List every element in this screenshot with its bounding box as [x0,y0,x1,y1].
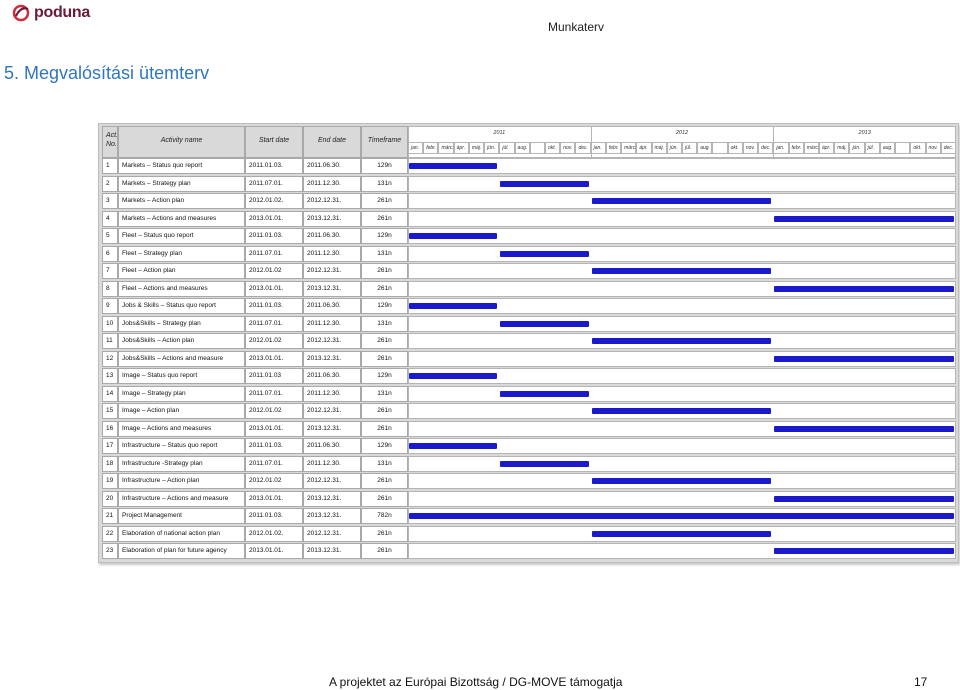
row-timeframe: 129n [361,158,408,174]
row-end-date: 2011.06.30. [303,158,361,174]
row-timeframe: 261n [361,473,408,489]
row-activity-name: Image – Actions and measures [118,421,245,437]
gantt-bar [774,496,954,502]
row-activity-name: Infrastructure -Strategy plan [118,456,245,472]
gantt-table [98,123,959,563]
row-act-no: 18 [102,456,118,472]
row-end-date: 2011.06.30. [303,298,361,314]
footer-funding-note: A projektet az Európai Bizottság / DG-MOVE támogatja [329,675,623,689]
row-activity-name: Infrastructure – Actions and measure [118,491,245,507]
row-activity-name: Project Management [118,508,245,524]
month-cell: jan. [408,142,423,154]
month-cell: okt. [910,142,925,154]
row-start-date: 2013.01.01. [245,421,303,437]
row-end-date: 2013.12.31. [303,543,361,559]
month-cell: okt. [545,142,560,154]
gantt-bar [774,356,954,362]
month-cell: aug. [697,142,712,154]
month-cell: márc. [621,142,636,154]
month-cell [530,142,545,154]
row-timeframe: 261n [361,421,408,437]
row-activity-name: Jobs&Skills – Action plan [118,333,245,349]
row-timeline [408,386,956,402]
row-timeline [408,456,956,472]
gantt-bar [592,198,772,204]
row-start-date: 2013.01.01. [245,543,303,559]
row-start-date: 2013.01.01. [245,211,303,227]
row-timeframe: 261n [361,403,408,419]
row-end-date: 2011.12.30. [303,386,361,402]
row-timeframe: 261n [361,333,408,349]
row-act-no: 10 [102,316,118,332]
row-timeframe: 261n [361,281,408,297]
row-start-date: 2011.01.03 [245,368,303,384]
header-timeframe-label: Timeframe [367,137,402,144]
row-act-no: 21 [102,508,118,524]
row-end-date: 2011.06.30. [303,438,361,454]
month-cell: jan. [773,142,788,154]
row-start-date: 2011.07.01. [245,246,303,262]
gantt-bar [592,338,772,344]
row-act-no: 4 [102,211,118,227]
month-cell: máj. [834,142,849,154]
row-end-date: 2011.12.30. [303,176,361,192]
row-act-no: 11 [102,333,118,349]
gantt-bar [500,181,588,187]
month-cell: dec. [575,142,590,154]
month-cell: febr. [789,142,804,154]
month-cell: ápr. [636,142,651,154]
row-activity-name: Infrastructure – Status quo report [118,438,245,454]
row-activity-name: Markets – Status quo report [118,158,245,174]
row-start-date: 2011.07.01. [245,386,303,402]
row-start-date: 2012.01.02. [245,193,303,209]
month-cell: jún. [849,142,864,154]
month-cell: dec. [758,142,773,154]
row-activity-name: Markets – Action plan [118,193,245,209]
row-start-date: 2011.01.03. [245,438,303,454]
row-activity-name: Elaboration of national action plan [118,526,245,542]
row-act-no: 16 [102,421,118,437]
row-activity-name: Fleet – Action plan [118,263,245,279]
month-cell: febr. [606,142,621,154]
row-act-no: 22 [102,526,118,542]
month-cell: jan. [591,142,606,154]
row-start-date: 2011.07.01. [245,316,303,332]
logo-mark-icon [12,3,34,23]
row-timeframe: 129n [361,298,408,314]
month-cell: júl. [865,142,880,154]
section-title: 5. Megvalósítási ütemterv [4,63,210,83]
gantt-bar [409,443,497,449]
row-activity-name: Elaboration of plan for future agency [118,543,245,559]
row-end-date: 2013.12.31. [303,508,361,524]
month-cell: márc. [804,142,819,154]
row-start-date: 2011.01.03. [245,228,303,244]
row-timeframe: 131n [361,246,408,262]
document-label: Munkaterv [547,20,604,34]
row-start-date: 2012.01.02. [245,526,303,542]
row-activity-name: Fleet – Status quo report [118,228,245,244]
row-act-no: 23 [102,543,118,559]
row-end-date: 2011.12.30. [303,456,361,472]
month-cell: dec. [941,142,956,154]
gantt-bar [500,251,588,257]
header-timeframe [361,126,408,158]
month-cell: jún. [484,142,499,154]
header-act-no-label: Act. No. [106,132,119,148]
gantt-bar [409,513,954,519]
row-act-no: 1 [102,158,118,174]
row-timeframe: 261n [361,491,408,507]
month-cell: okt. [728,142,743,154]
gantt-bar [592,268,772,274]
month-cell: jún. [667,142,682,154]
month-cell: aug. [880,142,895,154]
row-start-date: 2013.01.01. [245,491,303,507]
row-activity-name: Markets – Strategy plan [118,176,245,192]
row-activity-name: Jobs&Skills – Actions and measure [118,351,245,367]
row-start-date: 2011.01.03. [245,158,303,174]
row-timeline [408,246,956,262]
page-number: 17 [914,675,928,689]
month-cell: nov. [560,142,575,154]
row-start-date: 2012.01.02 [245,403,303,419]
row-start-date: 2012.01.02 [245,333,303,349]
month-cell: máj. [652,142,667,154]
row-start-date: 2013.01.01. [245,281,303,297]
gantt-bar [500,321,588,327]
row-activity-name: Jobs&Skills – Strategy plan [118,316,245,332]
row-activity-name: Image – Strategy plan [118,386,245,402]
row-timeframe: 131n [361,456,408,472]
header-activity-name [118,126,245,158]
row-timeframe: 129n [361,228,408,244]
gantt-bar [774,216,954,222]
row-activity-name: Infrastructure – Action plan [118,473,245,489]
row-end-date: 2013.12.31. [303,281,361,297]
row-start-date: 2013.01.01. [245,351,303,367]
row-act-no: 2 [102,176,118,192]
gantt-bar [409,233,497,239]
row-start-date: 2012.01.02 [245,263,303,279]
poduna-logo [12,3,92,25]
month-cell: márc. [438,142,453,154]
row-start-date: 2011.07.01. [245,456,303,472]
row-activity-name: Image – Action plan [118,403,245,419]
row-act-no: 3 [102,193,118,209]
row-timeframe: 131n [361,316,408,332]
row-activity-name: Jobs & Skills – Status quo report [118,298,245,314]
row-timeframe: 131n [361,176,408,192]
row-start-date: 2011.01.03. [245,508,303,524]
year-label-2012: 2012 [675,130,689,136]
row-act-no: 15 [102,403,118,419]
logo-text: poduna [34,4,90,21]
gantt-bar [409,163,497,169]
row-end-date: 2013.12.31. [303,491,361,507]
row-act-no: 12 [102,351,118,367]
row-end-date: 2012.12.31. [303,526,361,542]
month-cell: júl. [499,142,514,154]
row-act-no: 13 [102,368,118,384]
month-cell [712,142,727,154]
row-end-date: 2011.06.30. [303,228,361,244]
row-end-date: 2012.12.31. [303,333,361,349]
row-end-date: 2012.12.31. [303,193,361,209]
gantt-bar [409,373,497,379]
row-timeframe: 129n [361,438,408,454]
month-cell [895,142,910,154]
gantt-bar [592,408,772,414]
row-end-date: 2011.12.30. [303,316,361,332]
row-act-no: 5 [102,228,118,244]
row-timeframe: 261n [361,351,408,367]
month-cell: nov. [926,142,941,154]
row-act-no: 7 [102,263,118,279]
row-timeframe: 261n [361,211,408,227]
month-cell: aug. [515,142,530,154]
header-end-date-label: End date [317,137,347,144]
row-act-no: 6 [102,246,118,262]
row-timeframe: 261n [361,543,408,559]
gantt-bar [774,548,954,554]
row-timeline [408,316,956,332]
row-activity-name: Fleet – Strategy plan [118,246,245,262]
header-start-date-label: Start date [258,137,290,144]
header-end-date [303,126,361,158]
row-timeframe: 129n [361,368,408,384]
row-activity-name: Markets – Actions and measures [118,211,245,227]
row-act-no: 14 [102,386,118,402]
row-end-date: 2012.12.31. [303,263,361,279]
row-start-date: 2011.01.03. [245,298,303,314]
row-end-date: 2012.12.31. [303,473,361,489]
year-label-2011: 2011 [493,130,506,136]
row-act-no: 19 [102,473,118,489]
row-act-no: 8 [102,281,118,297]
header-act-no [102,126,118,158]
gantt-bar [500,391,588,397]
row-end-date: 2013.12.31. [303,211,361,227]
row-act-no: 17 [102,438,118,454]
row-end-date: 2013.12.31. [303,351,361,367]
month-cell: máj. [469,142,484,154]
month-cell: ápr. [819,142,834,154]
gantt-bar [500,461,588,467]
row-timeline [408,176,956,192]
month-cell: júl. [682,142,697,154]
month-cell: nov. [743,142,758,154]
row-timeframe: 782n [361,508,408,524]
row-timeframe: 261n [361,263,408,279]
row-end-date: 2011.12.30. [303,246,361,262]
gantt-bar [592,478,772,484]
gantt-bar [774,286,954,292]
gantt-bar [592,531,772,537]
header-start-date [245,126,303,158]
row-act-no: 9 [102,298,118,314]
month-cell: ápr. [454,142,469,154]
row-start-date: 2012.01.02 [245,473,303,489]
row-start-date: 2011.07.01. [245,176,303,192]
row-timeframe: 131n [361,386,408,402]
row-act-no: 20 [102,491,118,507]
row-end-date: 2013.12.31. [303,421,361,437]
gantt-bar [409,303,497,309]
row-timeframe: 261n [361,193,408,209]
row-timeframe: 261n [361,526,408,542]
year-label-2013: 2013 [858,130,871,136]
gantt-bar [774,426,954,432]
row-activity-name: Image – Status quo report [118,368,245,384]
header-activity-name-label: Activity name [160,137,203,144]
month-cell: febr. [423,142,438,154]
row-end-date: 2012.12.31. [303,403,361,419]
row-activity-name: Fleet – Actions and measures [118,281,245,297]
row-end-date: 2011.06.30. [303,368,361,384]
